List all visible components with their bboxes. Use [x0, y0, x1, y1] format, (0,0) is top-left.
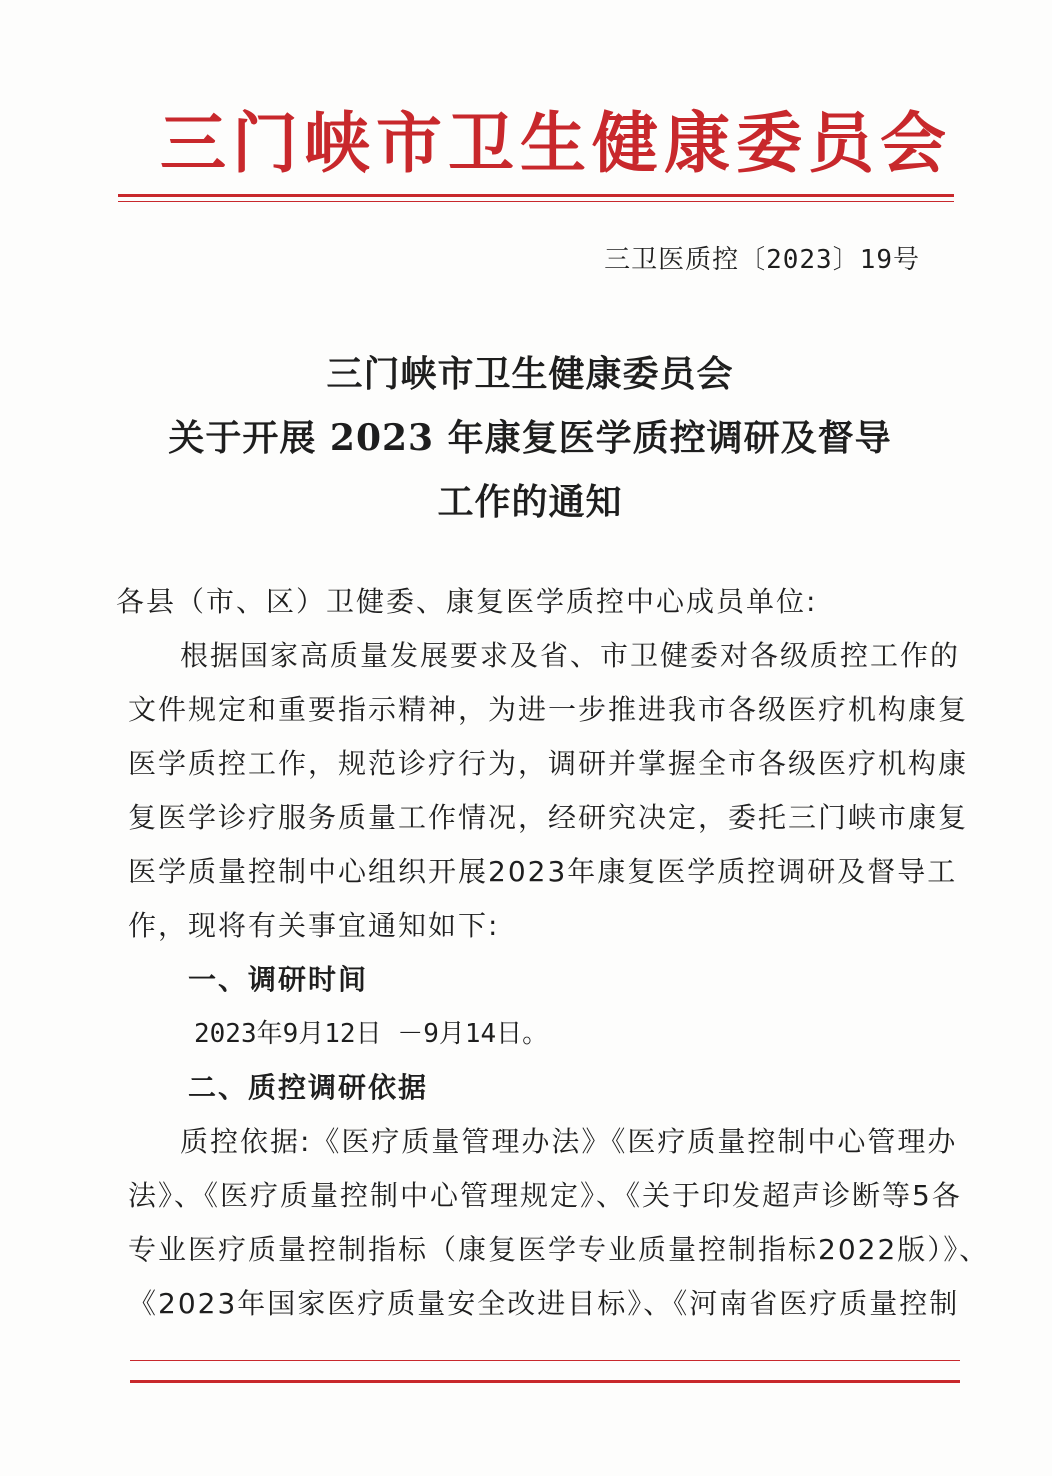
- masthead-red-rule: [118, 194, 954, 197]
- footer-red-rule: [130, 1380, 960, 1383]
- title-line-3: 工作的通知: [437, 481, 623, 523]
- para2-line: 《2023年国家医疗质量安全改进目标》、《河南省医疗质量控制: [128, 1287, 960, 1320]
- masthead-title: 三门峡市卫生健康委员会: [160, 104, 952, 182]
- section2-heading: 二、质控调研依据: [188, 1071, 429, 1104]
- para1-line: 医学质控工作，规范诊疗行为，调研并掌握全市各级医疗机构康: [128, 747, 969, 780]
- document-number: 三卫医质控〔2023〕19号: [604, 245, 920, 275]
- para1-line: 复医学诊疗服务质量工作情况，经研究决定，委托三门峡市康复: [128, 801, 969, 834]
- para1-line: 根据国家高质量发展要求及省、市卫健委对各级质控工作的: [180, 639, 961, 672]
- para1-line: 文件规定和重要指示精神，为进一步推进我市各级医疗机构康复: [128, 693, 969, 726]
- title-line-1: 三门峡市卫生健康委员会: [326, 353, 734, 395]
- addressee: 各县（市、区）卫健委、康复医学质控中心成员单位:: [116, 585, 818, 618]
- para2-line: 质控依据:《医疗质量管理办法》《医疗质量控制中心管理办: [180, 1125, 958, 1158]
- para1-line: 作，现将有关事宜通知如下:: [128, 909, 500, 942]
- masthead-red-rule-thin: [118, 201, 954, 202]
- para1-line: 医学质量控制中心组织开展2023年康复医学质控调研及督导工: [128, 855, 958, 888]
- footer-red-rule-thin: [130, 1360, 960, 1361]
- document-body: [116, 575, 990, 1331]
- section1-heading: 一、调研时间: [188, 963, 369, 996]
- para2-line: 法》、《医疗质量控制中心管理规定》、《关于印发超声诊断等5各: [128, 1179, 962, 1212]
- section1-date: 2023年9月12日 －9月14日。: [194, 1019, 549, 1049]
- para2-line: 专业医疗质量控制指标（康复医学专业质量控制指标2022版）》、: [128, 1233, 990, 1266]
- title-line-2: 关于开展 2023 年康复医学质控调研及督导: [168, 417, 892, 459]
- document-title: [100, 342, 960, 534]
